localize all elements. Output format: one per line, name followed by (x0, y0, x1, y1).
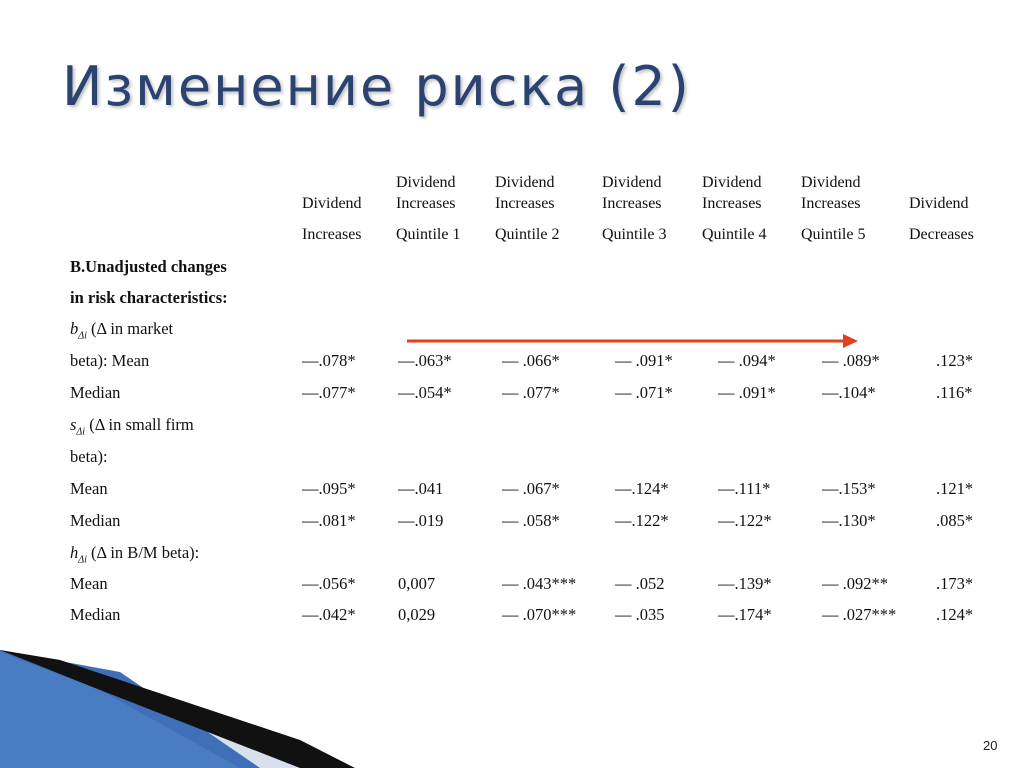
col-header-line1: Dividend (801, 174, 861, 191)
col-header-line1: Dividend (702, 174, 762, 191)
row-label: Mean (70, 479, 108, 498)
table-cell: — .043*** (502, 574, 577, 593)
col-header-line3: Increases (302, 226, 362, 243)
table-cell: —.130* (822, 511, 876, 530)
table-cell: — .091* (615, 351, 673, 370)
group-label-text: (Δ in small firm (85, 415, 194, 434)
col-header-line3: Decreases (909, 226, 974, 243)
table-cell: — .067* (502, 479, 560, 498)
table-cell: 0,007 (398, 574, 436, 593)
table-cell: .123* (936, 351, 974, 370)
table-cell: — .092** (822, 574, 888, 593)
table-cell: .124* (936, 605, 974, 624)
table-cell: — .089* (822, 351, 880, 370)
table-cell: —.104* (822, 383, 876, 402)
table-cell: — .058* (502, 511, 560, 530)
table-cell: —.054* (398, 383, 452, 402)
row-label: Mean (70, 574, 108, 593)
group-label-text: (Δ in B/M beta): (86, 543, 200, 562)
group-label-cont: beta): Mean (70, 351, 150, 370)
col-header-line1: Dividend (396, 174, 456, 191)
table-cell: .085* (936, 511, 974, 530)
table-cell: — .035 (615, 605, 665, 624)
slide-title: Изменение риска (2) (62, 55, 691, 118)
col-header-line3: Quintile 4 (702, 226, 767, 243)
table-cell: —.077* (302, 383, 356, 402)
col-header-line2: Increases (495, 195, 555, 212)
group-label-cont: beta): (70, 447, 108, 466)
table-cell: —.122* (615, 511, 669, 530)
col-header-line3: Quintile 3 (602, 226, 667, 243)
col-header-line1: Dividend (495, 174, 555, 191)
col-header-line3: Quintile 2 (495, 226, 560, 243)
table-cell: .121* (936, 479, 974, 498)
section-heading: B.Unadjusted changes (70, 257, 227, 276)
table-cell: — .094* (718, 351, 776, 370)
col-header-line2: Increases (801, 195, 861, 212)
table-cell: .173* (936, 574, 974, 593)
table-cell: —.019 (398, 511, 444, 530)
table-cell: —.122* (718, 511, 772, 530)
table-cell: .116* (936, 383, 973, 402)
row-label: Median (70, 511, 121, 530)
group-subscript: Δi (76, 426, 86, 438)
table-cell: — .071* (615, 383, 673, 402)
table-cell: — .077* (502, 383, 560, 402)
table-cell: — .070*** (502, 605, 577, 624)
row-label: Median (70, 605, 121, 624)
table-cell: — .091* (718, 383, 776, 402)
col-header-line3: Quintile 1 (396, 226, 461, 243)
table-cell: 0,029 (398, 605, 436, 624)
group-label-text: (Δ in market (86, 319, 174, 338)
col-header-line2: Increases (702, 195, 762, 212)
section-heading: in risk characteristics: (70, 288, 228, 307)
table-cell: —.041 (398, 479, 444, 498)
table-cell: —.111* (718, 479, 771, 498)
table-cell: —.056* (302, 574, 356, 593)
table-cell: —.042* (302, 605, 356, 624)
table-cell: —.063* (398, 351, 452, 370)
col-header-line2: Increases (396, 195, 456, 212)
table-cell: —.124* (615, 479, 669, 498)
page-number: 20 (983, 738, 998, 753)
col-header-line2: Dividend (302, 195, 362, 212)
row-label: Median (70, 383, 121, 402)
group-subscript: Δi (78, 330, 87, 342)
table-cell: —.139* (718, 574, 772, 593)
group-symbol: s (70, 415, 77, 434)
col-header-line2: Increases (602, 195, 662, 212)
group-subscript: Δi (78, 554, 87, 566)
table-cell: — .066* (502, 351, 560, 370)
group-symbol: b (70, 319, 79, 338)
table-cell: —.174* (718, 605, 772, 624)
table-cell: —.153* (822, 479, 876, 498)
group-symbol: h (70, 543, 79, 562)
col-header-line2: Dividend (909, 195, 969, 212)
col-header-line1: Dividend (602, 174, 662, 191)
table-cell: — .052 (615, 574, 665, 593)
table-cell: —.095* (302, 479, 356, 498)
col-header-line3: Quintile 5 (801, 226, 866, 243)
table-cell: —.078* (302, 351, 356, 370)
table-cell: —.081* (302, 511, 356, 530)
table-cell: — .027*** (822, 605, 897, 624)
